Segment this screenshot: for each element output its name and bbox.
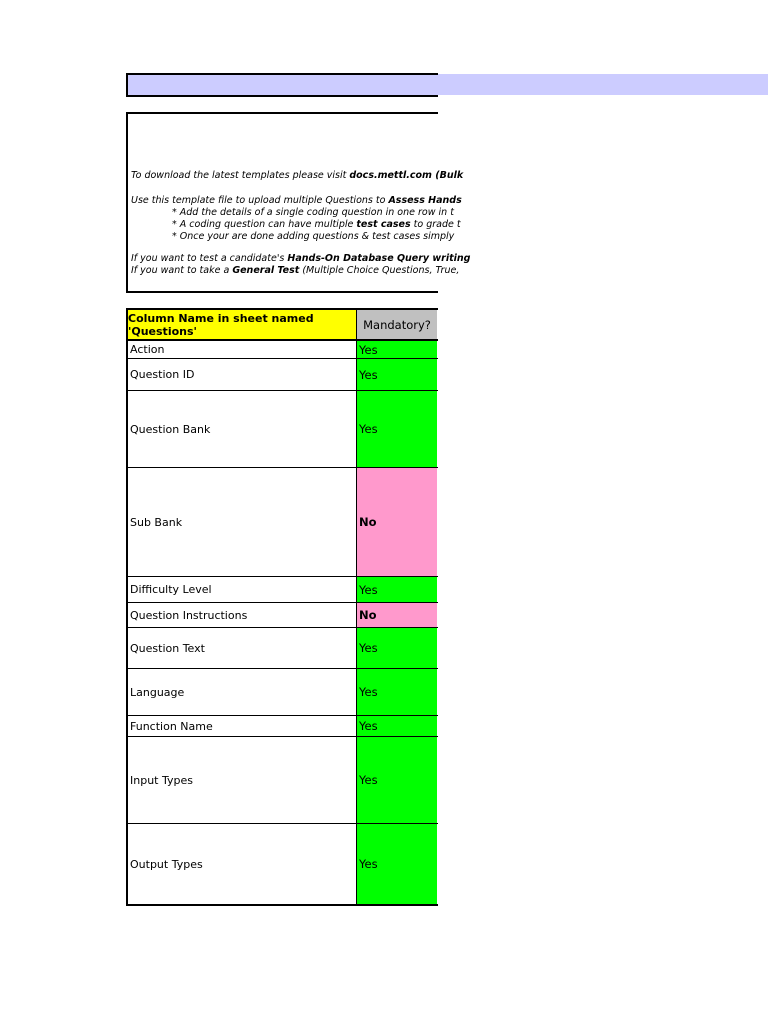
row-mandatory: No bbox=[357, 468, 437, 576]
row-mandatory: No bbox=[357, 603, 437, 627]
table-row bbox=[128, 468, 438, 577]
table-row bbox=[128, 359, 438, 391]
row-mandatory: Yes bbox=[357, 341, 437, 358]
info-line-download bbox=[131, 170, 463, 182]
row-name: Action bbox=[128, 341, 357, 358]
table-row bbox=[128, 603, 438, 628]
table-row bbox=[128, 391, 438, 468]
table-row bbox=[128, 737, 438, 824]
row-name: Language bbox=[128, 669, 357, 715]
info-line-general bbox=[131, 265, 459, 277]
row-name: Input Types bbox=[128, 737, 357, 823]
row-mandatory: Yes bbox=[357, 824, 437, 904]
table-row bbox=[128, 669, 438, 716]
table-row bbox=[128, 577, 438, 603]
row-name: Question ID bbox=[128, 359, 357, 390]
info-text: If you want to test a candidate's bbox=[131, 253, 288, 264]
table-row bbox=[128, 716, 438, 737]
info-text: to grade t bbox=[410, 219, 461, 230]
info-text: (Bulk bbox=[431, 170, 464, 181]
info-line-bullet-2 bbox=[172, 219, 461, 231]
info-text: Use this template file to upload multiple Questions to bbox=[131, 195, 389, 206]
row-mandatory: Yes bbox=[357, 669, 437, 715]
row-name: Function Name bbox=[128, 716, 357, 736]
info-text: * Once your are done adding questions & test cases simply bbox=[172, 231, 455, 242]
table-header-row bbox=[128, 308, 438, 341]
row-mandatory: Yes bbox=[357, 391, 437, 467]
title-bar bbox=[126, 73, 438, 97]
table-row bbox=[128, 824, 438, 906]
info-line-usage bbox=[131, 195, 462, 207]
info-bold-text: Hands-On Database Query writing bbox=[287, 253, 471, 264]
title-bar-band bbox=[437, 74, 768, 95]
row-name: Question Text bbox=[128, 628, 357, 668]
row-mandatory: Yes bbox=[357, 716, 437, 736]
info-bold-text: Assess Hands bbox=[388, 195, 462, 206]
table-row bbox=[128, 341, 438, 359]
row-mandatory: Yes bbox=[357, 737, 437, 823]
row-mandatory: Yes bbox=[357, 359, 437, 390]
docs-link-text: docs.mettl.com bbox=[349, 170, 432, 181]
row-mandatory: Yes bbox=[357, 577, 437, 602]
row-name: Output Types bbox=[128, 824, 357, 904]
info-text: * A coding question can have multiple bbox=[172, 219, 357, 230]
row-mandatory: Yes bbox=[357, 628, 437, 668]
row-name: Question Bank bbox=[128, 391, 357, 467]
header-mandatory: Mandatory? bbox=[357, 310, 437, 339]
row-name: Difficulty Level bbox=[128, 577, 357, 602]
info-text: If you want to take a bbox=[131, 265, 233, 276]
info-line-bullet-1 bbox=[172, 207, 454, 219]
columns-table bbox=[126, 308, 438, 906]
instructions-box bbox=[126, 112, 471, 293]
info-line-database bbox=[131, 253, 471, 265]
info-text: (Multiple Choice Questions, True, bbox=[299, 265, 460, 276]
info-bold-text: test cases bbox=[356, 219, 411, 230]
info-bold-text: General Test bbox=[232, 265, 300, 276]
row-name: Question Instructions bbox=[128, 603, 357, 627]
info-text: * Add the details of a single coding question in one row in t bbox=[172, 207, 454, 218]
table-row bbox=[128, 628, 438, 669]
info-line-bullet-3 bbox=[172, 231, 454, 243]
info-text: To download the latest templates please visit bbox=[131, 170, 350, 181]
row-name: Sub Bank bbox=[128, 468, 357, 576]
header-column-name: Column Name in sheet named 'Questions' bbox=[128, 310, 357, 339]
